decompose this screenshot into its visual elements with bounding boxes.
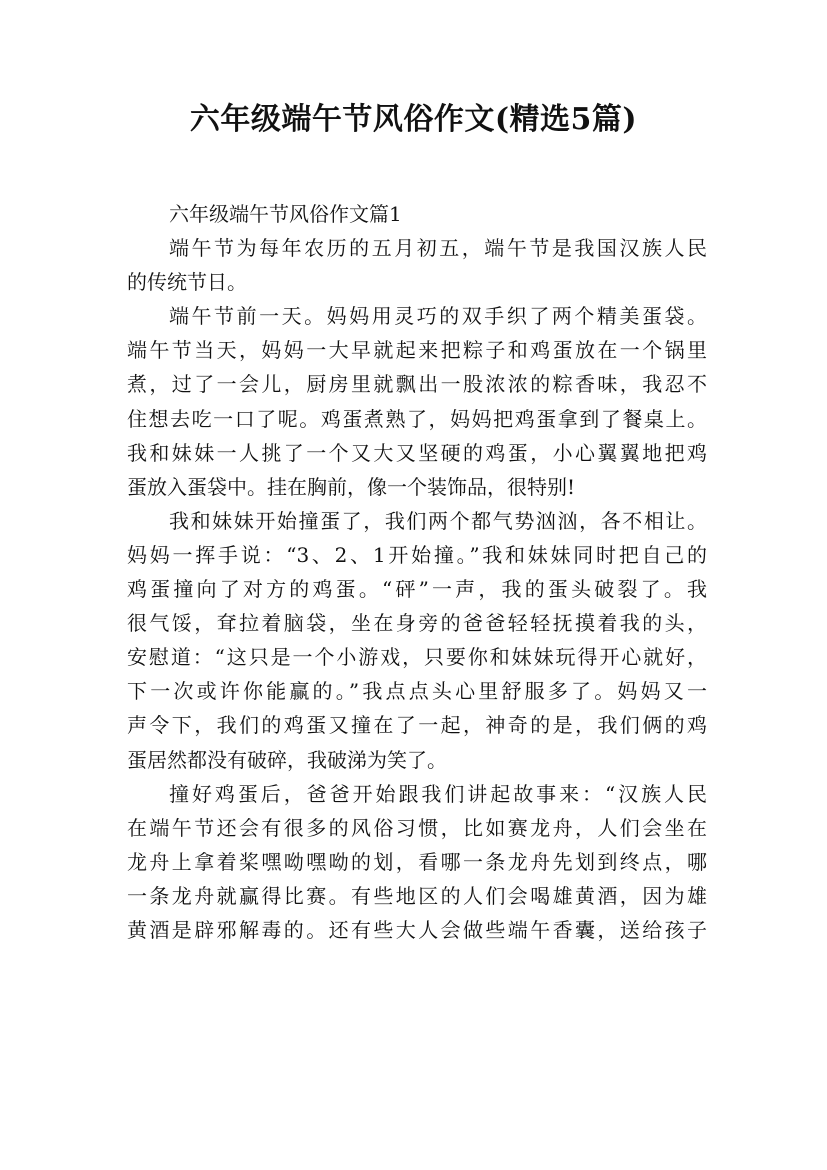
document-body — [127, 197, 707, 947]
document-title: 六年级端午节风俗作文(精选5篇) — [189, 102, 638, 137]
paragraph-line: 端午节前一天。妈妈用灵巧的双手织了两个精美蛋袋。 — [169, 304, 707, 329]
paragraph-line: 鸡蛋撞向了对方的鸡蛋。“砰”一声，我的蛋头破裂了。我 — [127, 577, 707, 602]
section-heading: 六年级端午节风俗作文篇1 — [169, 202, 402, 226]
paragraph-line: 很气馁，耷拉着脑袋，坐在身旁的爸爸轻轻抚摸着我的头， — [127, 611, 707, 636]
paragraph-line: 端午节为每年农历的五月初五，端午节是我国汉族人民 — [169, 236, 707, 261]
paragraph-line: 煮，过了一会儿，厨房里就飘出一股浓浓的粽香味，我忍不 — [127, 372, 707, 397]
paragraph-line: 下一次或许你能赢的。”我点点头心里舒服多了。妈妈又一 — [127, 679, 707, 704]
paragraph-line: 龙舟上拿着桨嘿呦嘿呦的划，看哪一条龙舟先划到终点，哪 — [127, 849, 707, 874]
paragraph-line: 端午节当天，妈妈一大早就起来把粽子和鸡蛋放在一个锅里 — [127, 338, 707, 363]
paragraph-line: 声令下，我们的鸡蛋又撞在了一起，神奇的是，我们俩的鸡 — [127, 713, 707, 738]
paragraph-line: 的传统节日。 — [127, 270, 247, 295]
paragraph-line: 蛋放入蛋袋中。挂在胸前，像一个装饰品，很特别! — [127, 474, 576, 499]
paragraph-line: 在端午节还会有很多的风俗习惯，比如赛龙舟，人们会坐在 — [127, 815, 707, 840]
paragraph-line: 我和妹妹一人挑了一个又大又坚硬的鸡蛋，小心翼翼地把鸡 — [127, 440, 707, 465]
paragraph-line: 蛋居然都没有破碎，我破涕为笑了。 — [127, 747, 447, 772]
paragraph-line: 我和妹妹开始撞蛋了，我们两个都气势汹汹，各不相让。 — [169, 508, 707, 533]
paragraph-line: 撞好鸡蛋后，爸爸开始跟我们讲起故事来：“汉族人民 — [169, 781, 707, 806]
paragraph-line: 一条龙舟就赢得比赛。有些地区的人们会喝雄黄酒，因为雄 — [127, 883, 707, 908]
paragraph-line: 安慰道：“这只是一个小游戏，只要你和妹妹玩得开心就好， — [127, 645, 707, 670]
paragraph-line: 住想去吃一口了呢。鸡蛋煮熟了，妈妈把鸡蛋拿到了餐桌上。 — [127, 406, 707, 431]
paragraph-line: 黄酒是辟邪解毒的。还有些大人会做些端午香囊，送给孩子 — [127, 917, 707, 942]
paragraph-line: 妈妈一挥手说：“3、2、1开始撞。”我和妹妹同时把自己的 — [127, 542, 707, 567]
